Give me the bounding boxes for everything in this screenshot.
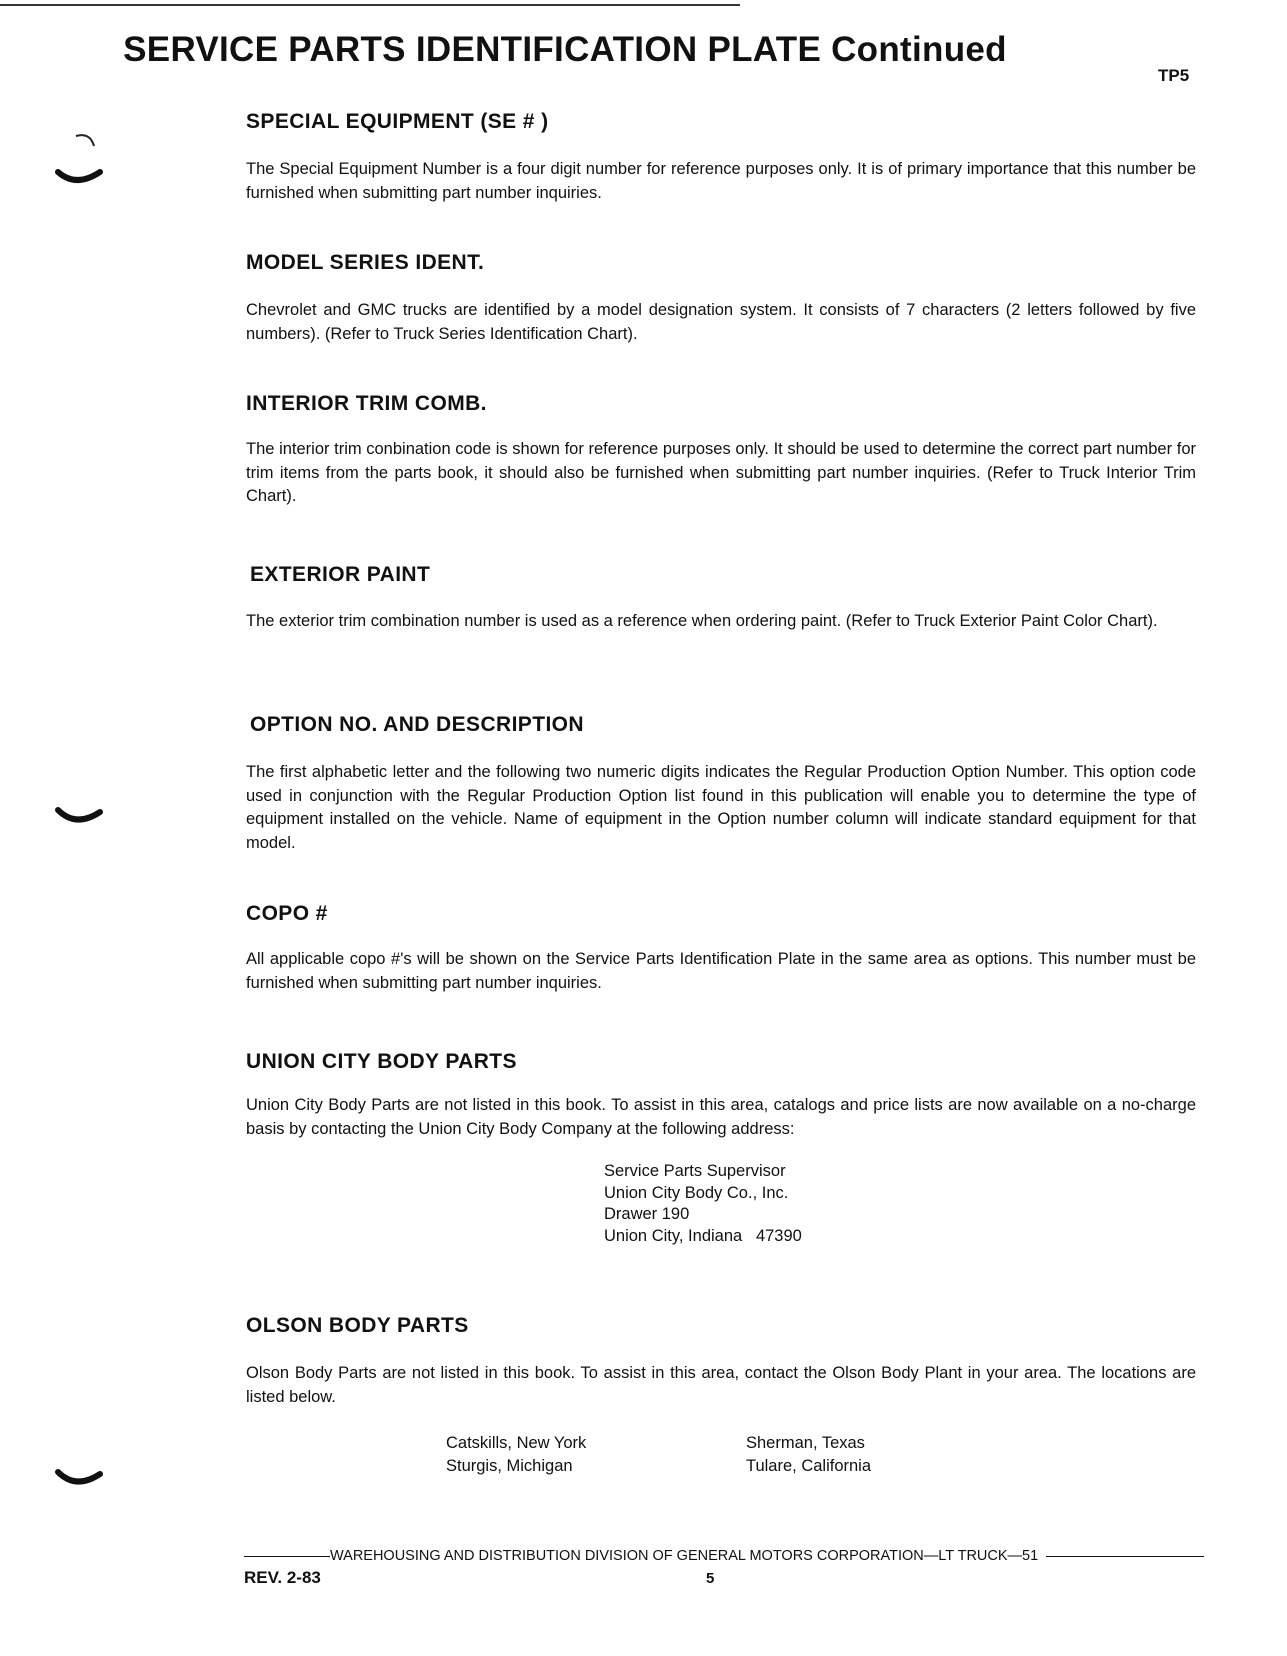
address-line: Union City Body Co., Inc. [604, 1183, 789, 1202]
location-item: Sturgis, Michigan [446, 1457, 573, 1475]
section-heading-olson: OLSON BODY PARTS [246, 1314, 469, 1337]
footer-rule-right [1046, 1556, 1204, 1557]
address-line: Service Parts Supervisor [604, 1162, 786, 1180]
revision-label: REV. 2-83 [244, 1568, 321, 1587]
section-heading-option-no: OPTION NO. AND DESCRIPTION [250, 713, 584, 736]
address-line: Drawer 190 [604, 1205, 690, 1223]
page-title: SERVICE PARTS IDENTIFICATION PLATE Continued [123, 30, 1007, 69]
section-heading-model-series: MODEL SERIES IDENT. [246, 251, 485, 274]
page-number: 5 [706, 1570, 715, 1587]
olson-locations-left [446, 1432, 586, 1478]
section-text-copo: All applicable copo #'s will be shown on the Service Parts Identification Plate in the same area as options. This number must be furnished when submitting part number inquiries. [246, 950, 1196, 992]
union-city-address [604, 1161, 802, 1247]
top-rule [0, 4, 740, 6]
footer-rule-left [244, 1556, 330, 1557]
binder-hole-mark [54, 800, 114, 840]
section-text-exterior-paint: The exterior trim combination number is used as a reference when ordering paint. (Refer to Truck Exterior Paint Color Chart). [246, 612, 1158, 630]
section-heading-exterior-paint: EXTERIOR PAINT [250, 563, 431, 586]
section-text-option-no: The first alphabetic letter and the following two numeric digits indicates the Regular Production Option Number. This option code used in conjunction with the Regular Production Option list found in this publication will enable you to determine the type of equipment installed on the vehicle. Name of equipment in the Option number column will indicate standard equipment for that model. [246, 763, 1196, 852]
section-heading-union-city: UNION CITY BODY PARTS [246, 1050, 517, 1073]
olson-locations-right [746, 1432, 871, 1478]
section-heading-interior-trim: INTERIOR TRIM COMB. [246, 392, 487, 415]
location-item: Tulare, California [746, 1457, 872, 1475]
address-line: Union City, Indiana 47390 [604, 1226, 802, 1245]
section-text-olson: Olson Body Parts are not listed in this book. To assist in this area, contact the Olson Body Plant in your area. The locations are listed below. [246, 1364, 1196, 1406]
footer-line [244, 1548, 1204, 1564]
section-text-interior-trim: The interior trim conbination code is shown for reference purposes only. It should be used to determine the correct part number for trim items from the parts book, it should also be furnished when submitting part number inquiries. (Refer to Truck Interior Trim Chart). [246, 440, 1196, 505]
section-text-model-series: Chevrolet and GMC trucks are identified by a model designation system. It consists of 7 characters (2 letters followed by five numbers). (Refer to Truck Series Identification Chart). [246, 301, 1196, 343]
location-item: Sherman, Texas [746, 1434, 865, 1452]
section-heading-copo: COPO # [246, 902, 328, 925]
binder-hole-mark [54, 1462, 114, 1502]
location-item: Catskills, New York [446, 1434, 587, 1452]
section-heading-special-equipment: SPECIAL EQUIPMENT (SE # ) [246, 110, 549, 133]
page-code: TP5 [1158, 66, 1190, 85]
section-text-special-equipment: The Special Equipment Number is a four digit number for reference purposes only. It is of primary importance that this number be furnished when submitting part number inquiries. [246, 160, 1196, 202]
binder-hole-mark [54, 126, 114, 196]
section-text-union-city: Union City Body Parts are not listed in this book. To assist in this area, catalogs and price lists are now available on a no-charge basis by contacting the Union City Body Company at the following address: [246, 1096, 1196, 1138]
footer-text: WAREHOUSING AND DISTRIBUTION DIVISION OF GENERAL MOTORS CORPORATION—LT TRUCK—51 [330, 1548, 1039, 1564]
